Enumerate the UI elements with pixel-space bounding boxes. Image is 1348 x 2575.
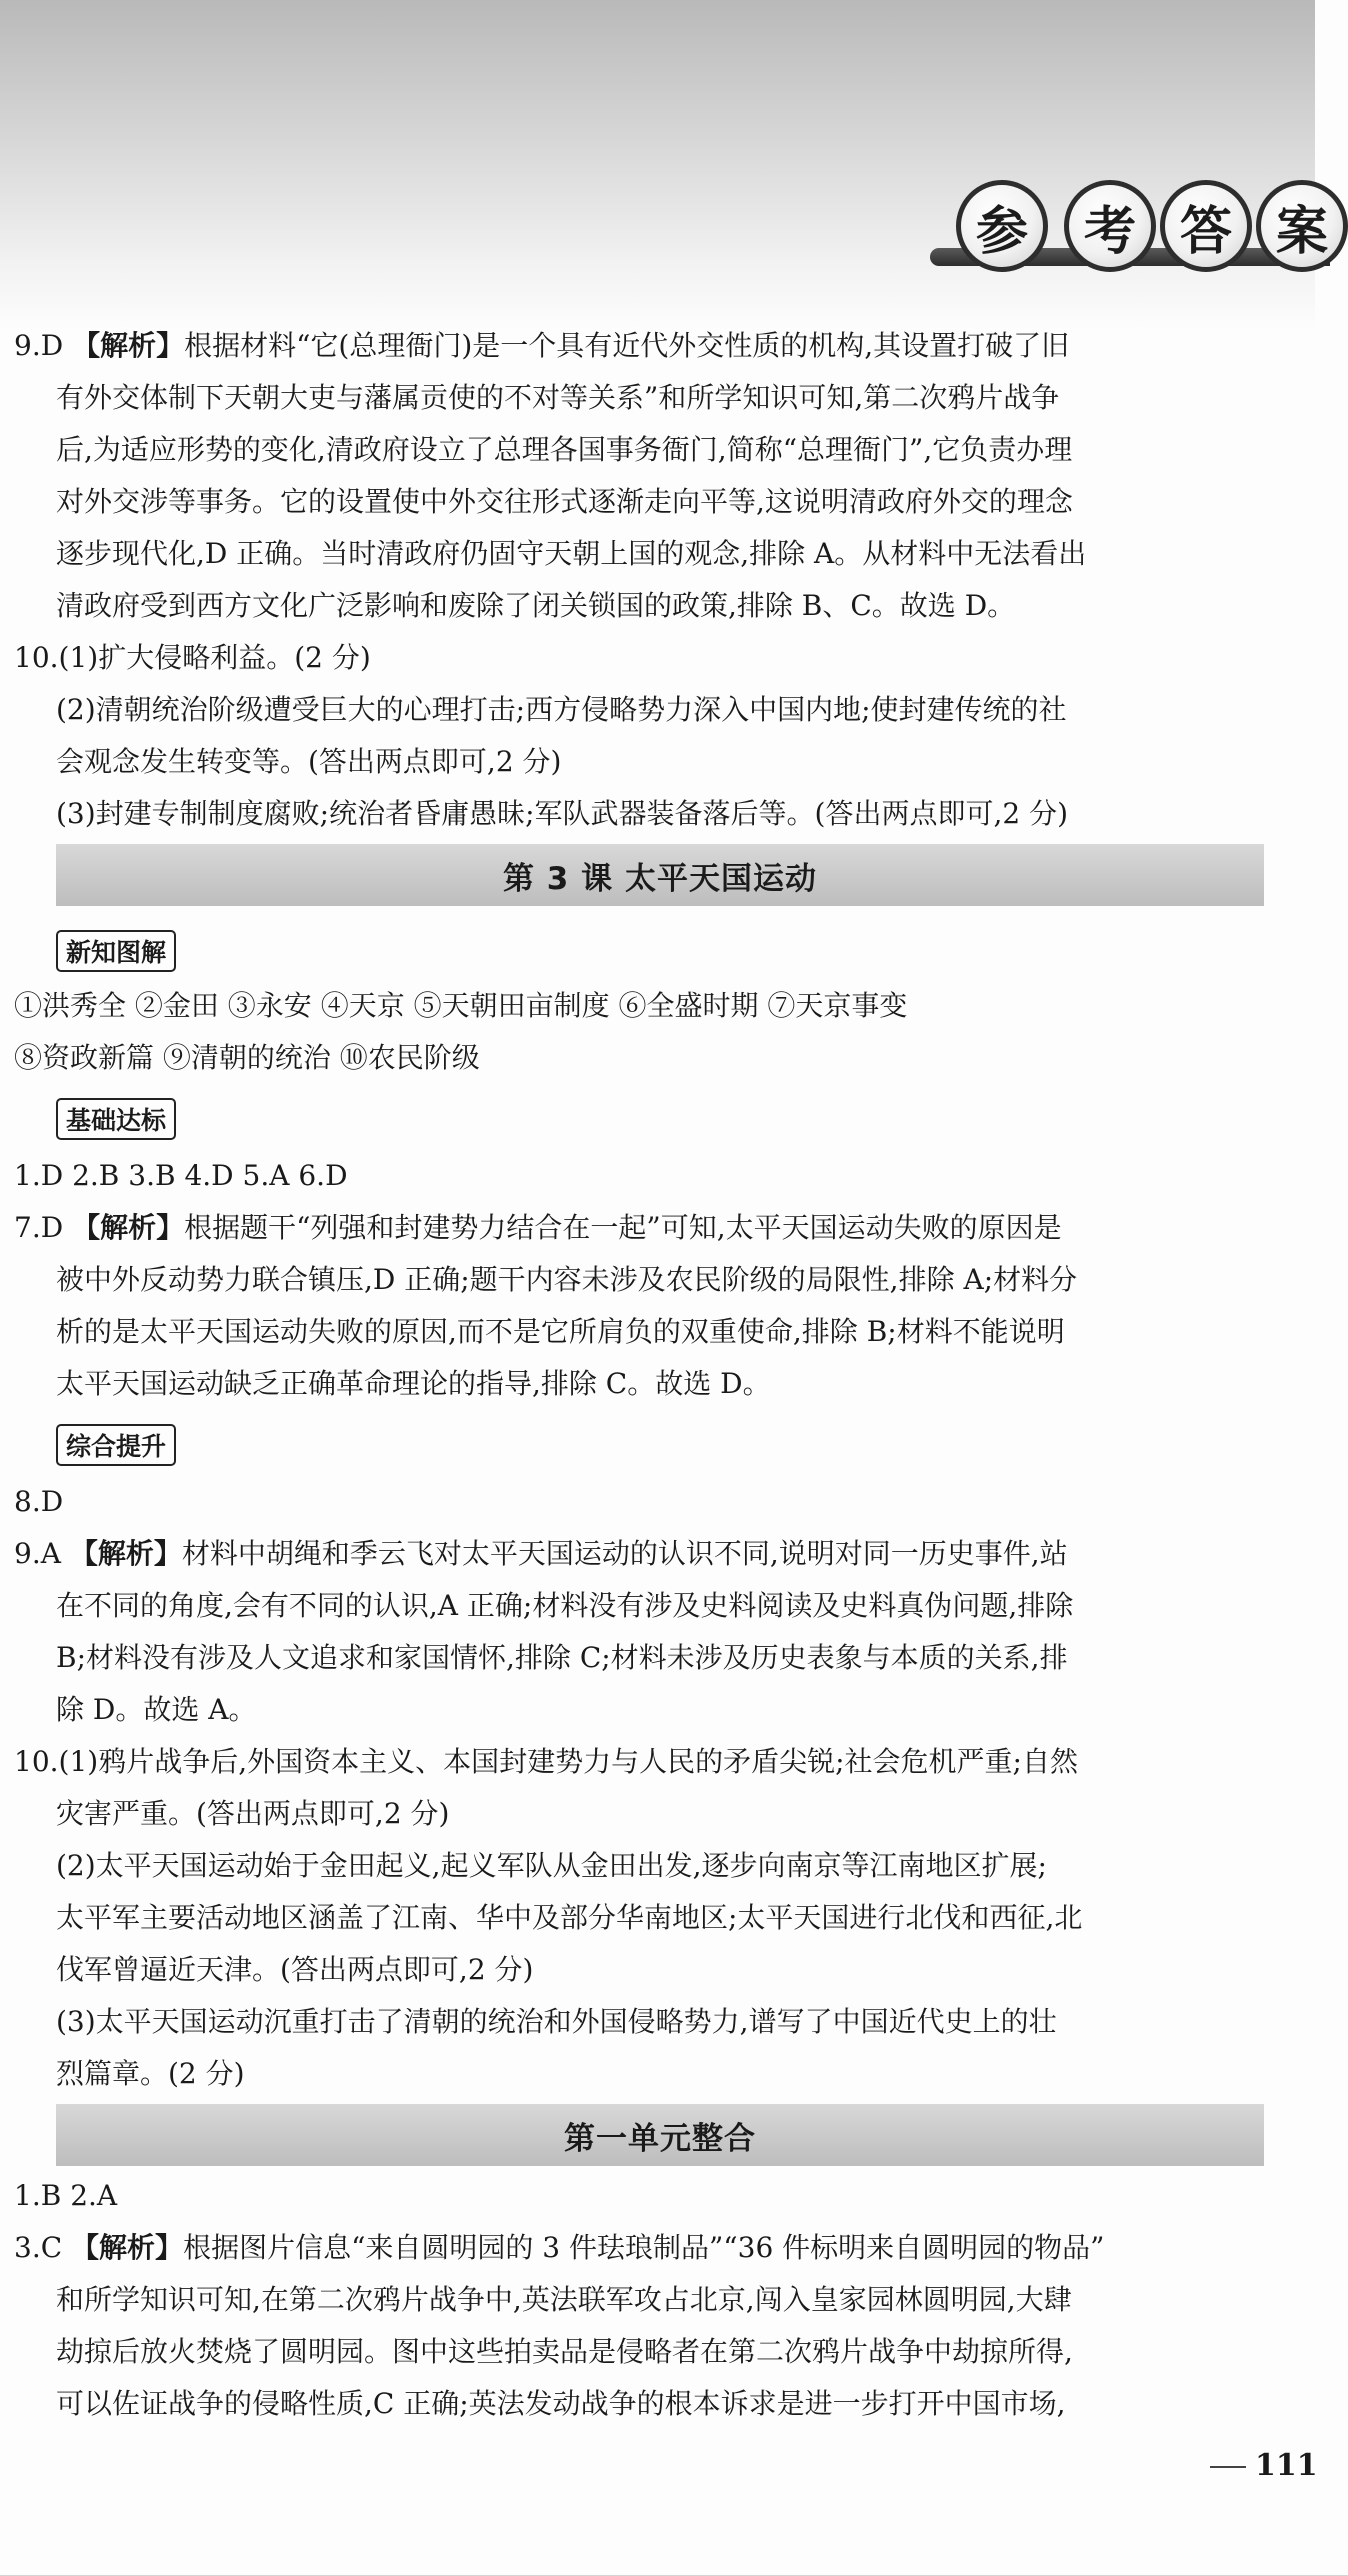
banner-badge-3: 答	[1160, 180, 1252, 272]
answer-text: 除 D。故选 A。	[56, 1693, 257, 1726]
answer-line	[14, 1534, 1068, 1574]
answer-text: 灾害严重。(答出两点即可,2 分)	[56, 1797, 450, 1830]
subsection-label: 综合提升	[56, 1424, 176, 1466]
answer-text: 析的是太平天国运动失败的原因,而不是它所肩负的双重使命,排除 B;材料不能说明	[56, 1315, 1065, 1348]
answer-line	[56, 586, 1015, 626]
answer-line	[56, 690, 1067, 730]
answer-line	[56, 1260, 1077, 1300]
answer-text: 8.D	[14, 1485, 64, 1518]
answer-text: 逐步现代化,D 正确。当时清政府仍固守天朝上国的观念,排除 A。从材料中无法看出	[56, 537, 1087, 570]
analysis-tag: 【解析】	[72, 329, 185, 362]
answer-line	[56, 742, 561, 782]
answer-text: 清政府受到西方文化广泛影响和废除了闭关锁国的政策,排除 B、C。故选 D。	[56, 589, 1016, 622]
answer-text: 劫掠后放火焚烧了圆明园。图中这些拍卖品是侵略者在第二次鸦片战争中劫掠所得,	[56, 2335, 1073, 2368]
answer-line	[14, 986, 907, 1026]
answer-text: 烈篇章。(2 分)	[56, 2057, 245, 2090]
answer-text: ⑧资政新篇 ⑨清朝的统治 ⑩农民阶级	[14, 1041, 480, 1074]
answer-text: (2)太平天国运动始于金田起义,起义军队从金田出发,逐步向南京等江南地区扩展;	[56, 1849, 1047, 1882]
answer-number: 3.C	[14, 2231, 72, 2264]
answer-line	[56, 1638, 1068, 1678]
answer-number: 7.D	[14, 1211, 73, 1244]
subsection-label: 基础达标	[56, 1098, 176, 1140]
answer-text: 根据题干“列强和封建势力结合在一起”可知,太平天国运动失败的原因是	[184, 1211, 1062, 1244]
answer-line	[14, 2228, 1104, 2268]
answer-line	[56, 1364, 771, 1404]
answer-text: (2)清朝统治阶级遭受巨大的心理打击;西方侵略势力深入中国内地;使封建传统的社	[56, 693, 1067, 726]
answer-line	[56, 1846, 1047, 1886]
answer-text: 根据图片信息“来自圆明园的 3 件珐琅制品”“36 件标明来自圆明园的物品”	[183, 2231, 1105, 2264]
analysis-tag: 【解析】	[69, 1537, 182, 1570]
answer-line	[56, 430, 1072, 470]
answer-line	[56, 1950, 533, 1990]
answer-text: 会观念发生转变等。(答出两点即可,2 分)	[56, 745, 562, 778]
answer-text: (3)封建专制制度腐败;统治者昏庸愚昧;军队武器装备落后等。(答出两点即可,2 分)	[56, 797, 1068, 830]
answer-line	[56, 378, 1059, 418]
answer-line	[14, 638, 371, 678]
answer-line	[14, 1742, 1078, 1782]
answer-line	[56, 1586, 1073, 1626]
answer-text: (3)太平天国运动沉重打击了清朝的统治和外国侵略势力,谱写了中国近代史上的壮	[56, 2005, 1057, 2038]
analysis-tag: 【解析】	[72, 1211, 185, 1244]
answer-text: 在不同的角度,会有不同的认识,A 正确;材料没有涉及史料阅读及史料真伪问题,排除	[56, 1589, 1074, 1622]
answer-line	[56, 482, 1073, 522]
answer-line	[14, 1156, 348, 1196]
answer-text: 10.(1)扩大侵略利益。(2 分)	[14, 641, 371, 674]
section-heading: 第一单元整合	[56, 2104, 1264, 2166]
answer-text: 后,为适应形势的变化,清政府设立了总理各国事务衙门,简称“总理衙门”,它负责办理	[56, 433, 1073, 466]
answer-text: 太平天国运动缺乏正确革命理论的指导,排除 C。故选 D。	[56, 1367, 771, 1400]
answer-number: 9.D	[14, 329, 73, 362]
answer-line	[56, 794, 1068, 834]
banner-badge-4: 案	[1256, 180, 1348, 272]
answer-text: 1.D 2.B 3.B 4.D 5.A 6.D	[14, 1159, 348, 1192]
answer-line	[56, 1898, 1082, 1938]
answer-text: 被中外反动势力联合镇压,D 正确;题干内容未涉及农民阶级的局限性,排除 A;材料分	[56, 1263, 1078, 1296]
answer-line	[56, 1794, 449, 1834]
section-heading: 第 3 课 太平天国运动	[56, 844, 1264, 906]
answer-line	[56, 1312, 1065, 1352]
banner-badge-1: 参	[956, 180, 1048, 272]
banner-badge-2: 考	[1064, 180, 1156, 272]
analysis-tag: 【解析】	[71, 2231, 184, 2264]
answer-line	[56, 2332, 1073, 2372]
answer-text: 1.B 2.A	[14, 2179, 118, 2212]
answer-line	[56, 2384, 1066, 2424]
answer-text: 伐军曾逼近天津。(答出两点即可,2 分)	[56, 1953, 534, 1986]
answer-line	[56, 534, 1086, 574]
answer-text: 和所学知识可知,在第二次鸦片战争中,英法联军攻占北京,闯入皇家园林圆明园,大肆	[56, 2283, 1072, 2316]
answer-text: B;材料没有涉及人文追求和家国情怀,排除 C;材料未涉及历史表象与本质的关系,排	[56, 1641, 1068, 1674]
answer-text: 可以佐证战争的侵略性质,C 正确;英法发动战争的根本诉求是进一步打开中国市场,	[56, 2387, 1066, 2420]
answer-text: 太平军主要活动地区涵盖了江南、华中及部分华南地区;太平天国进行北伐和西征,北	[56, 1901, 1083, 1934]
answer-line	[14, 1482, 63, 1522]
answer-line	[56, 2002, 1057, 2042]
subsection-label: 新知图解	[56, 930, 176, 972]
answer-text: 根据材料“它(总理衙门)是一个具有近代外交性质的机构,其设置打破了旧	[184, 329, 1070, 362]
footer-rule	[1210, 2466, 1246, 2468]
answer-line	[14, 1038, 480, 1078]
answer-line	[56, 1690, 256, 1730]
answer-text: 对外交涉等事务。它的设置使中外交往形式逐渐走向平等,这说明清政府外交的理念	[56, 485, 1073, 518]
answer-text: ①洪秀全 ②金田 ③永安 ④天京 ⑤天朝田亩制度 ⑥全盛时期 ⑦天京事变	[14, 989, 908, 1022]
answer-line	[14, 326, 1069, 366]
answer-number: 9.A	[14, 1537, 70, 1570]
answer-text: 材料中胡绳和季云飞对太平天国运动的认识不同,说明对同一历史事件,站	[181, 1537, 1068, 1570]
answer-text: 有外交体制下天朝大吏与藩属贡使的不对等关系”和所学知识可知,第二次鸦片战争	[56, 381, 1060, 414]
answer-line	[14, 1208, 1062, 1248]
answer-line	[56, 2054, 245, 2094]
answer-line	[56, 2280, 1072, 2320]
page-number: 111	[1255, 2448, 1318, 2483]
answer-line	[14, 2176, 117, 2216]
answer-text: 10.(1)鸦片战争后,外国资本主义、本国封建势力与人民的矛盾尖锐;社会危机严重;自然	[14, 1745, 1078, 1778]
